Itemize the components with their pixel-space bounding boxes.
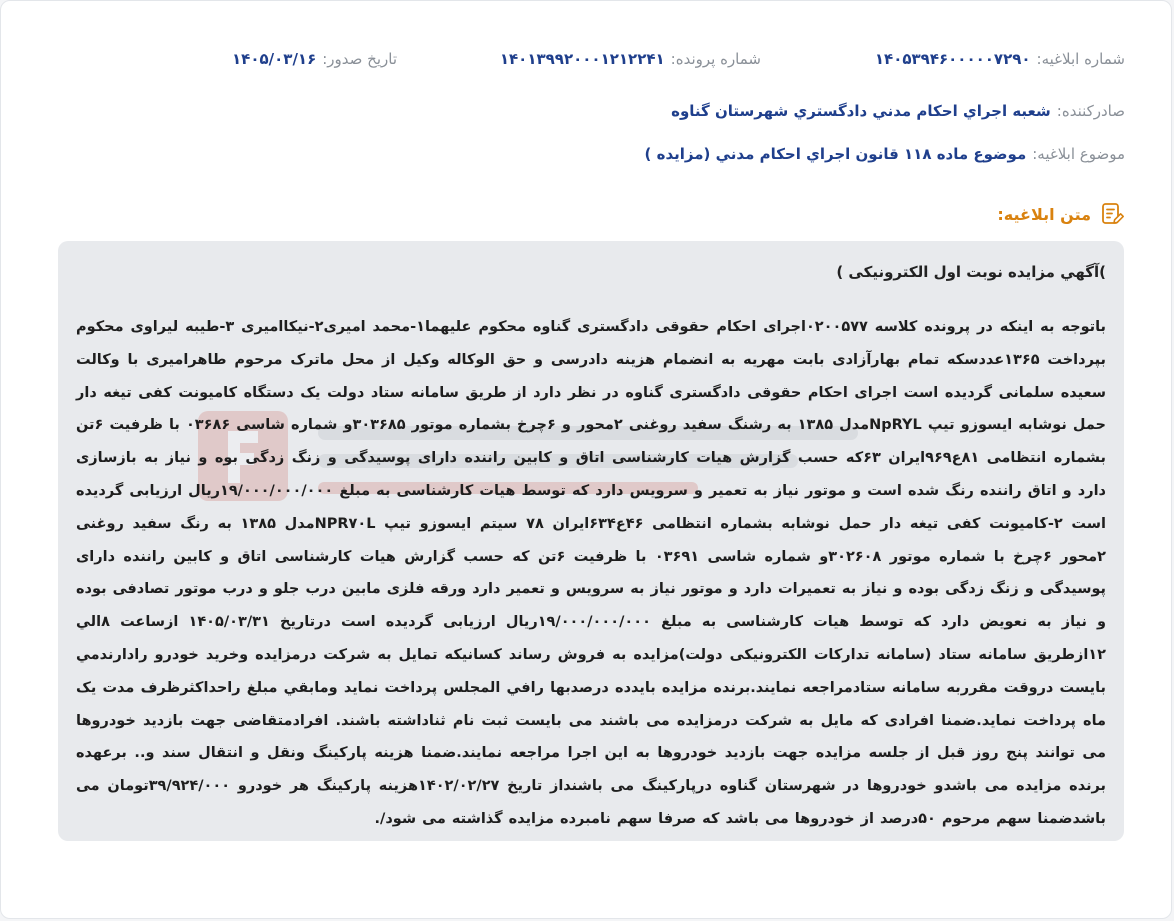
issue-date (232, 49, 397, 69)
notice-heading: )آگهي مزايده نوبت اول الکترونيکی ) (836, 263, 1106, 281)
notice-number-label: شماره ابلاغيه: (1036, 50, 1125, 68)
issuer (671, 101, 1125, 121)
meta-row-issuer (47, 101, 1125, 121)
issuer-label: صادرکننده: (1056, 102, 1125, 120)
issuer-value: شعبه اجراي احکام مدني دادگستري شهرستان گناوه (671, 102, 1051, 120)
meta-row-subject (47, 144, 1125, 164)
issue-date-value: ۱۴۰۵/۰۳/۱۶ (232, 50, 317, 68)
issue-date-label: تاريخ صدور: (322, 50, 397, 68)
notice-number-value: ۱۴۰۵۳۹۴۶۰۰۰۰۰۷۲۹۰ (874, 50, 1031, 68)
case-number (500, 49, 761, 69)
document-edit-icon (1099, 201, 1125, 227)
section-title (997, 201, 1125, 227)
notice-body (58, 241, 1124, 841)
notice-text: باتوجه به اينکه در پرونده کلاسه ۰۲۰۰۵۷۷اجرای احکام حقوقی دادگستری گناوه محکوم عليهما۱-محمد اميری۲-نيکااميری ۳-طيبه ليراوی محکوم بپرداخت ۱۳۶۵عددسکه تمام بهارآزادی بابت مهريه به انضمام هزينه دادرسی و حق الوکاله وکيل از محل ماترک مرحوم طاهراميری با وکالت سعيده سلمانی گرديده است اجرای احکام حقوقی دادگستری گناوه در نظر دارد از طريق سامانه ستاد دولت يک دستگاه کاميونت کفی تيغه دار حمل نوشابه ايسوزو تيپ NpRYLمدل ۱۳۸۵ به رشنگ سفيد روغنی ۲محور و ۶چرخ بشماره موتور ۳۰۳۶۸۵و شماره شاسی ۰۳۶۸۶ با ظرفيت ۶تن بشماره انتظامی ۸۱ع۹۶۹ايران ۶۳که حسب گزارش هيات کارشناسی اتاق و کابين راننده دارای پوسيدگی و زنگ زدگی بوه و نياز به بازسازی دارد و اتاق راننده رنگ شده است و موتور نياز به تعمير و سرويس دارد که توسط هيات کارشناسی به مبلغ ۱۹/۰۰۰/۰۰۰/۰۰۰ريال ارزيابی گرديده است ۲-کاميونت کفی تيغه دار حمل نوشابه بشماره انتظامی ۴۶ع۶۳۴ايران ۷۸ سيتم ايسوزو تيپ NPR۷۰Lمدل ۱۳۸۵ به رنگ سفيد روغنی ۲محور ۶چرخ با شماره موتور ۳۰۲۶۰۸و شماره شاسی ۰۳۶۹۱ با ظرفيت ۶تن که حسب گزارش هيات کارشناسی اتاق و کابين راننده دارای پوسيدگی و زنگ زدگی بوده و نياز به تعميرات دارد و موتور نياز به سرويس و تعمير دارد ورقه فلزی مابين درب جلو و درب موتور تصادفی بوده و نياز به نعويض دارد که توسط هيات کارشناسی به مبلغ ۱۹/۰۰۰/۰۰۰/۰۰۰ريال ارزيابی گرديده است درتاريخ ۱۴۰۵/۰۳/۳۱ ازساعت ۸الي ۱۲ازطريق سامانه ستاد (سامانه تدارکات الکترونيکی دولت)مزايده به فروش رساند کسانيکه تمايل به شرکت درمزايده وخريد خودرو رادارندمي بايست دروقت مقرربه سامانه ستادمراجعه نمايند.برنده مزايده بايدده درصدبها رافي المجلس پرداخت نمايد ومابقي مبلغ راحداکثرظرف مدت يک ماه پرداخت نمايد.ضمنا افرادی که مايل به شرکت درمزايده می باشند می بايست ثبت نام ثناداشته باشند. افرادمتقاضی جهت بازديد خودروها می توانند پنج روز قبل از جلسه مزايده جهت بازديد خودروها به اين اجرا مراجعه نمايند.ضمنا هزينه پارکينگ ونقل و انتقال سند و.. برعهده برنده مزايده می باشدو خودروها در شهرستان گناوه درپارکينگ می باشنداز تاريخ ۱۴۰۲/۰۲/۲۷هزينه پارکينگ هر خودرو ۳۹/۹۲۴/۰۰۰تومان می باشدضمنا سهم مرحوم ۵۰درصد از خودروها می باشد که صرفا سهم نامبرده مزايده گذاشته می شود/. (76, 319, 1107, 827)
subject-value: موضوع ماده ۱۱۸ قانون اجراي احکام مدني (مزايده ) (644, 145, 1027, 163)
notice-number (875, 49, 1125, 69)
section-title-label: متن ابلاغيه: (997, 204, 1091, 224)
subject (645, 144, 1125, 164)
case-number-label: شماره پرونده: (670, 50, 761, 68)
case-number-value: ۱۴۰۱۳۹۹۲۰۰۰۱۲۱۲۲۴۱ (499, 50, 665, 68)
subject-label: موضوع ابلاغيه: (1032, 145, 1125, 163)
